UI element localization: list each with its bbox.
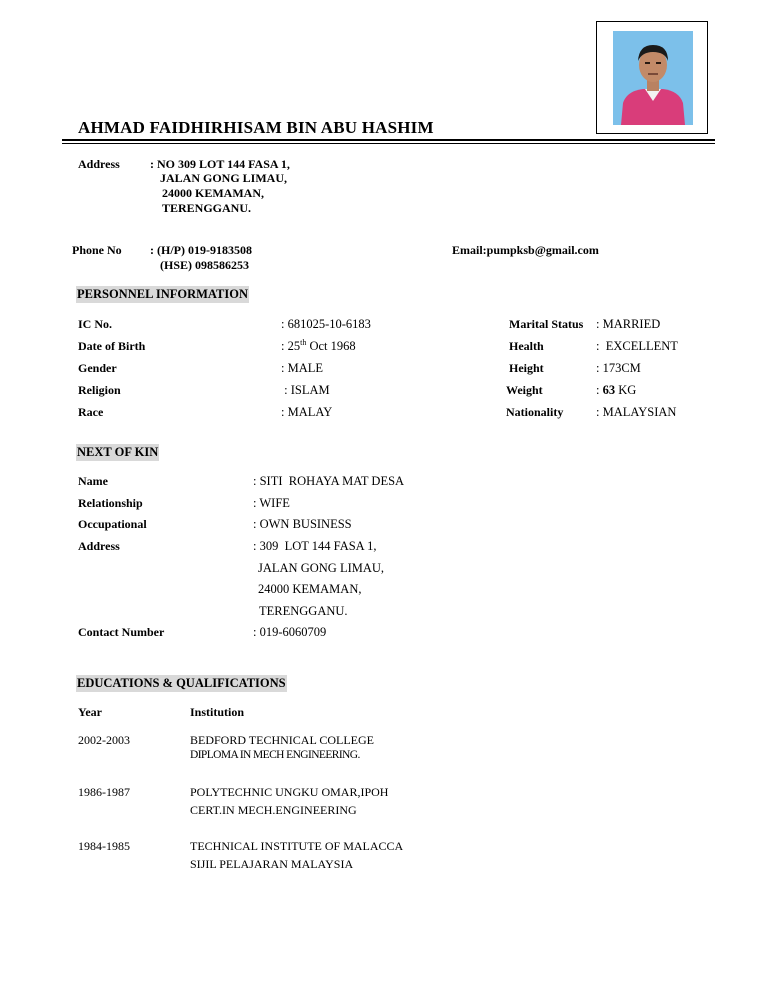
kin-address-line-4: TERENGGANU. <box>259 604 348 618</box>
passport-photo <box>613 31 693 125</box>
header-rule <box>62 139 715 141</box>
marital-status-label: Marital Status <box>509 317 584 331</box>
photo-frame <box>596 21 708 134</box>
kin-address-label: Address <box>78 539 120 553</box>
kin-name-value: : SITI ROHAYA MAT DESA <box>253 474 405 488</box>
section-personnel-information: PERSONNEL INFORMATION <box>77 287 248 301</box>
education-year: 1984-1985 <box>78 839 130 853</box>
nationality-value: : MALAYSIAN <box>596 405 677 419</box>
education-institution-header: Institution <box>190 705 245 719</box>
health-value: : EXCELLENT <box>596 339 678 353</box>
religion-value: : ISLAM <box>281 383 330 397</box>
kin-address-line-1: : 309 LOT 144 FASA 1, <box>253 539 377 553</box>
gender-label: Gender <box>78 361 117 375</box>
kin-relationship-value: : WIFE <box>253 496 290 510</box>
education-year: 2002-2003 <box>78 733 130 747</box>
section-educations-qualifications: EDUCATIONS & QUALIFICATIONS <box>77 676 286 690</box>
dob-value: : 25th Oct 1968 <box>281 338 356 353</box>
education-institution: TECHNICAL INSTITUTE OF MALACCA <box>190 839 404 853</box>
education-institution: POLYTECHNIC UNGKU OMAR,IPOH <box>190 785 389 799</box>
weight-value: : 63 KG <box>596 383 637 397</box>
phone-line-1: : (H/P) 019-9183508 <box>150 243 252 257</box>
education-qualification: DIPLOMA IN MECH ENGINEERING. <box>190 749 360 761</box>
kin-occupational-label: Occupational <box>78 517 147 531</box>
address-line-2: JALAN GONG LIMAU, <box>160 171 288 185</box>
education-qualification: CERT.IN MECH.ENGINEERING <box>190 803 357 817</box>
kin-address-line-3: 24000 KEMAMAN, <box>258 582 362 596</box>
candidate-name: AHMAD FAIDHIRHISAM BIN ABU HASHIM <box>78 118 434 137</box>
address-line-3: 24000 KEMAMAN, <box>162 186 264 200</box>
kin-contact-value: : 019-6060709 <box>253 625 327 639</box>
email: Email:pumpksb@gmail.com <box>452 243 599 257</box>
kin-relationship-label: Relationship <box>78 496 143 510</box>
education-institution: BEDFORD TECHNICAL COLLEGE <box>190 733 374 747</box>
phone-label: Phone No <box>72 243 122 257</box>
height-label: Height <box>509 361 544 375</box>
person-photo-icon <box>613 31 693 125</box>
phone-line-2: (HSE) 098586253 <box>160 258 250 272</box>
education-year-header: Year <box>78 705 102 719</box>
kin-address-line-2: JALAN GONG LIMAU, <box>258 561 385 575</box>
ic-label: IC No. <box>78 317 113 331</box>
kin-name-label: Name <box>78 474 108 488</box>
race-value: : MALAY <box>281 405 333 419</box>
kin-contact-label: Contact Number <box>78 625 165 639</box>
race-label: Race <box>78 405 104 419</box>
dob-label: Date of Birth <box>78 339 146 353</box>
section-next-of-kin: NEXT OF KIN <box>77 445 159 459</box>
address-line-1: : NO 309 LOT 144 FASA 1, <box>150 157 290 171</box>
marital-status-value: : MARRIED <box>596 317 661 331</box>
gender-value: : MALE <box>281 361 324 375</box>
education-qualification: SIJIL PELAJARAN MALAYSIA <box>190 857 354 871</box>
address-line-4: TERENGGANU. <box>162 201 252 215</box>
religion-label: Religion <box>78 383 121 397</box>
ic-value: : 681025-10-6183 <box>281 317 371 331</box>
nationality-label: Nationality <box>506 405 564 419</box>
education-year: 1986-1987 <box>78 785 130 799</box>
header-rule-thin <box>62 143 715 144</box>
address-label: Address <box>78 157 120 171</box>
height-value: : 173CM <box>596 361 641 375</box>
weight-label: Weight <box>506 383 543 397</box>
kin-occupational-value: : OWN BUSINESS <box>253 517 352 531</box>
health-label: Health <box>509 339 544 353</box>
